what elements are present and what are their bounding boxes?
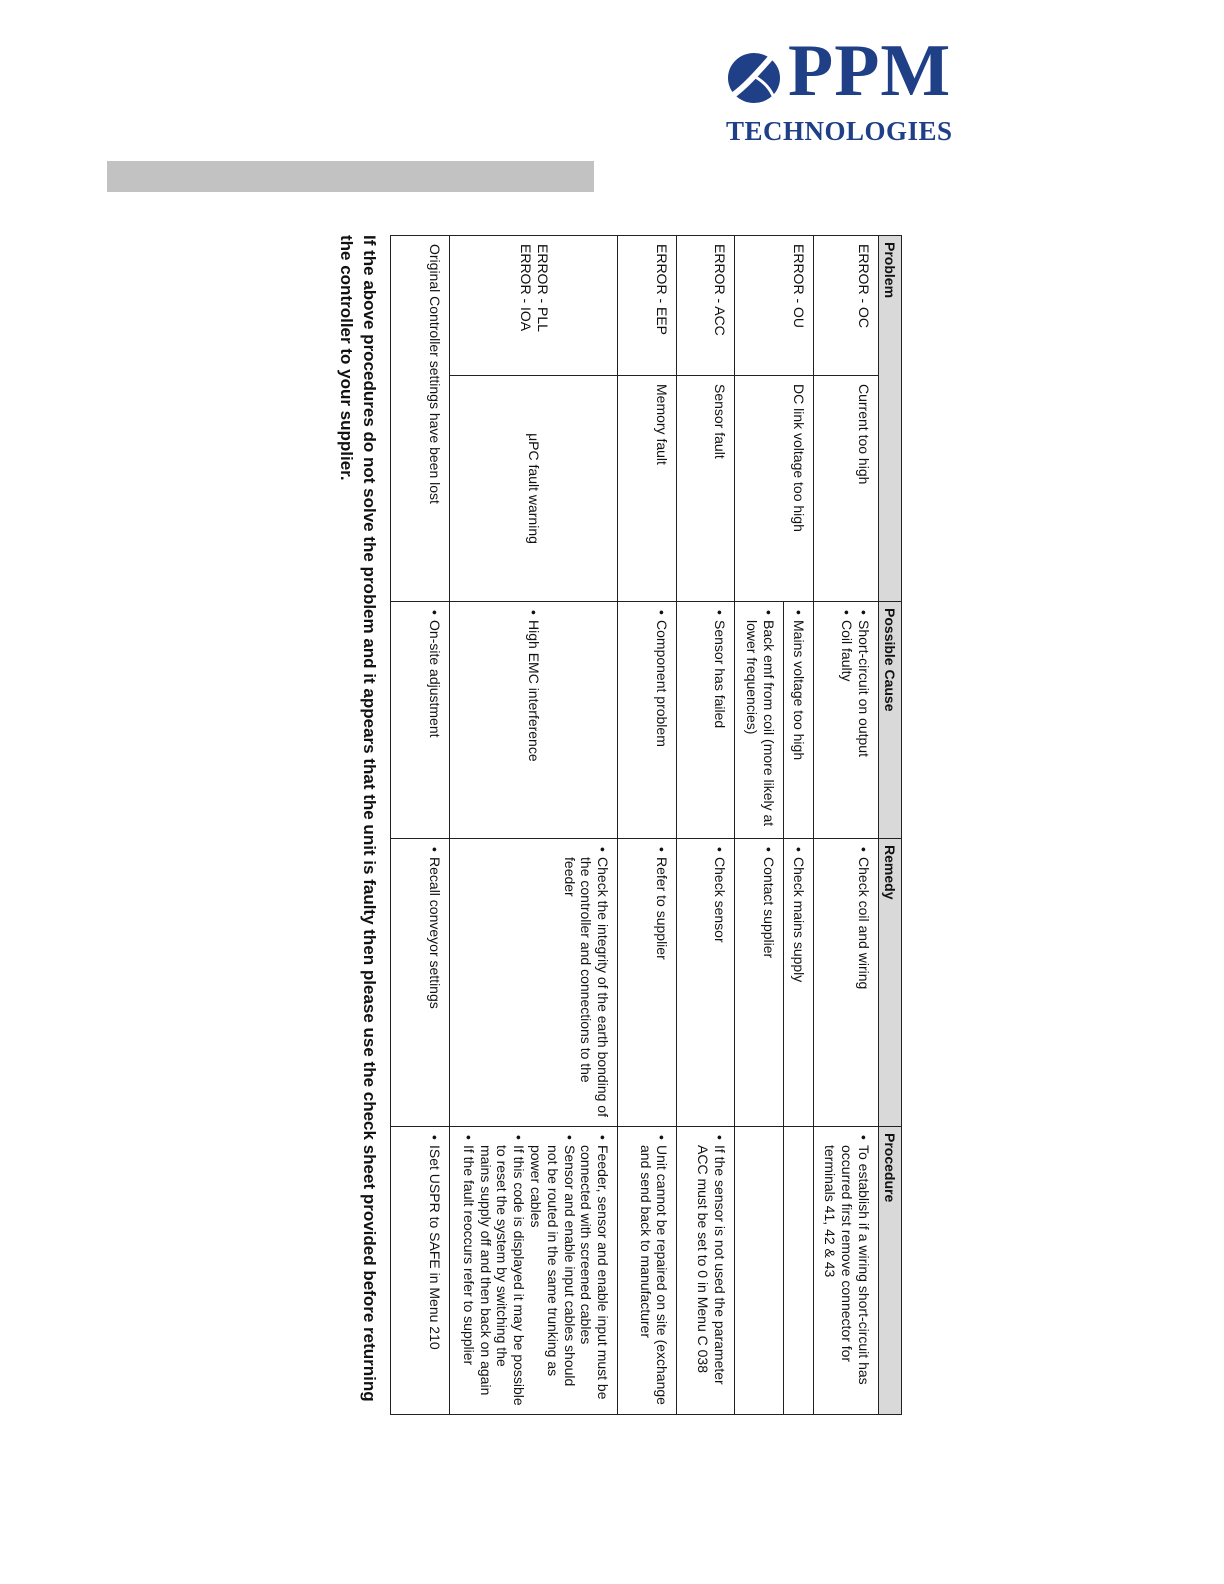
procedure-cell (677, 1127, 734, 1415)
cause-desc-cell: Sensor fault (677, 376, 734, 602)
procedure-cell (450, 1127, 618, 1415)
list-item: • Contact supplier (760, 847, 777, 1118)
cause-desc-cell: DC link voltage too high (734, 376, 814, 602)
leaf-logo-icon (724, 46, 784, 106)
list-item: • If the fault reoccurs refer to supplier (460, 1135, 477, 1406)
possible-cause-cell (450, 602, 618, 839)
rotated-content (312, 235, 902, 1415)
troubleshooting-table (390, 235, 902, 1415)
list-item: • Component problem (654, 610, 671, 830)
list-item: • Unit cannot be repaired on site (exchange and send back to manufacturer (637, 1135, 671, 1406)
remedy-cell (450, 839, 618, 1127)
cause-desc-cell: μPC fault warning (450, 376, 618, 602)
list-item: • ISet USPR to SAFE in Menu 210 (427, 1135, 444, 1406)
list-item: • Refer to supplier (654, 847, 671, 1118)
procedure-cell (618, 1127, 677, 1415)
problem-cell: ERROR - OU (734, 236, 814, 376)
list-item: • High EMC interference (525, 610, 542, 830)
problem-cell: Original Controller settings have been lost (391, 236, 450, 602)
footer-note: If the above procedures do not solve the problem and it appears that the unit is faulty then please use the check sheet provided before returning the controller to your supplier. (337, 235, 379, 1402)
table-row (450, 236, 618, 1415)
possible-cause-cell (391, 602, 450, 839)
problem-cell: ERROR - PLL ERROR - IOA (450, 236, 618, 376)
problem-cell: ERROR - OC (814, 236, 879, 376)
list-item: • Check coil and wiring (855, 847, 872, 1118)
logo-subtitle: TECHNOLOGIES (726, 116, 953, 146)
list-item: • Short-circuit on output (855, 610, 872, 830)
header-remedy: Remedy (879, 839, 902, 1127)
problem-cell: ERROR - EEP (618, 236, 677, 376)
list-item: • If the sensor is not used the parameter ACC must be set to 0 in Menu C 038 (694, 1135, 728, 1406)
table-row (677, 236, 734, 1415)
table-row (391, 236, 450, 1415)
procedure-cell (814, 1127, 879, 1415)
list-item: • Check the integrity of the earth bonding of the controller and connections to the feeder (561, 847, 611, 1118)
table-row (618, 236, 677, 1415)
procedure-cell (734, 1127, 783, 1415)
remedy-cell (391, 839, 450, 1127)
list-item: • Sensor has failed (711, 610, 728, 830)
table-row (783, 236, 813, 1415)
table-header-row (879, 236, 902, 1415)
remedy-cell (618, 839, 677, 1127)
procedure-cell (783, 1127, 813, 1415)
logo-wordmark: PPM (788, 30, 952, 112)
company-logo (724, 30, 994, 152)
list-item: • Check mains supply (790, 847, 807, 1118)
list-item: • On-site adjustment (427, 610, 444, 830)
list-item: • Check sensor (711, 847, 728, 1118)
possible-cause-cell (814, 602, 879, 839)
possible-cause-cell (618, 602, 677, 839)
possible-cause-cell (734, 602, 783, 839)
list-item: • If this code is displayed it may be possible to reset the system by switching the mains supply off and then back on again (477, 1135, 527, 1406)
header-possible-cause: Possible Cause (879, 602, 902, 839)
list-item: • Recall conveyor settings (427, 847, 444, 1118)
cause-desc-cell: Memory fault (618, 376, 677, 602)
possible-cause-cell (677, 602, 734, 839)
problem-cell: ERROR - ACC (677, 236, 734, 376)
remedy-cell (814, 839, 879, 1127)
possible-cause-cell (783, 602, 813, 839)
remedy-cell (783, 839, 813, 1127)
list-item: • Back emf from coil (more likely at lower frequencies) (743, 610, 777, 830)
list-item: • Feeder, sensor and enable input must be connected with screened cables (578, 1135, 612, 1406)
header-problem: Problem (879, 236, 902, 602)
header-procedure: Procedure (879, 1127, 902, 1415)
remedy-cell (677, 839, 734, 1127)
cause-desc-cell: Current too high (814, 376, 879, 602)
remedy-cell (734, 839, 783, 1127)
list-item: • Mains voltage too high (790, 610, 807, 830)
procedure-cell (391, 1127, 450, 1415)
section-heading-bar (107, 161, 594, 192)
list-item: • Sensor and enable input cables should not be routed in the same trunking as power cables (527, 1135, 577, 1406)
list-item: • To establish if a wiring short-circuit has occurred first remove connector for terminals 41, 42 & 43 (822, 1135, 872, 1406)
table-row (814, 236, 879, 1415)
list-item: • Coil faulty (838, 610, 855, 830)
